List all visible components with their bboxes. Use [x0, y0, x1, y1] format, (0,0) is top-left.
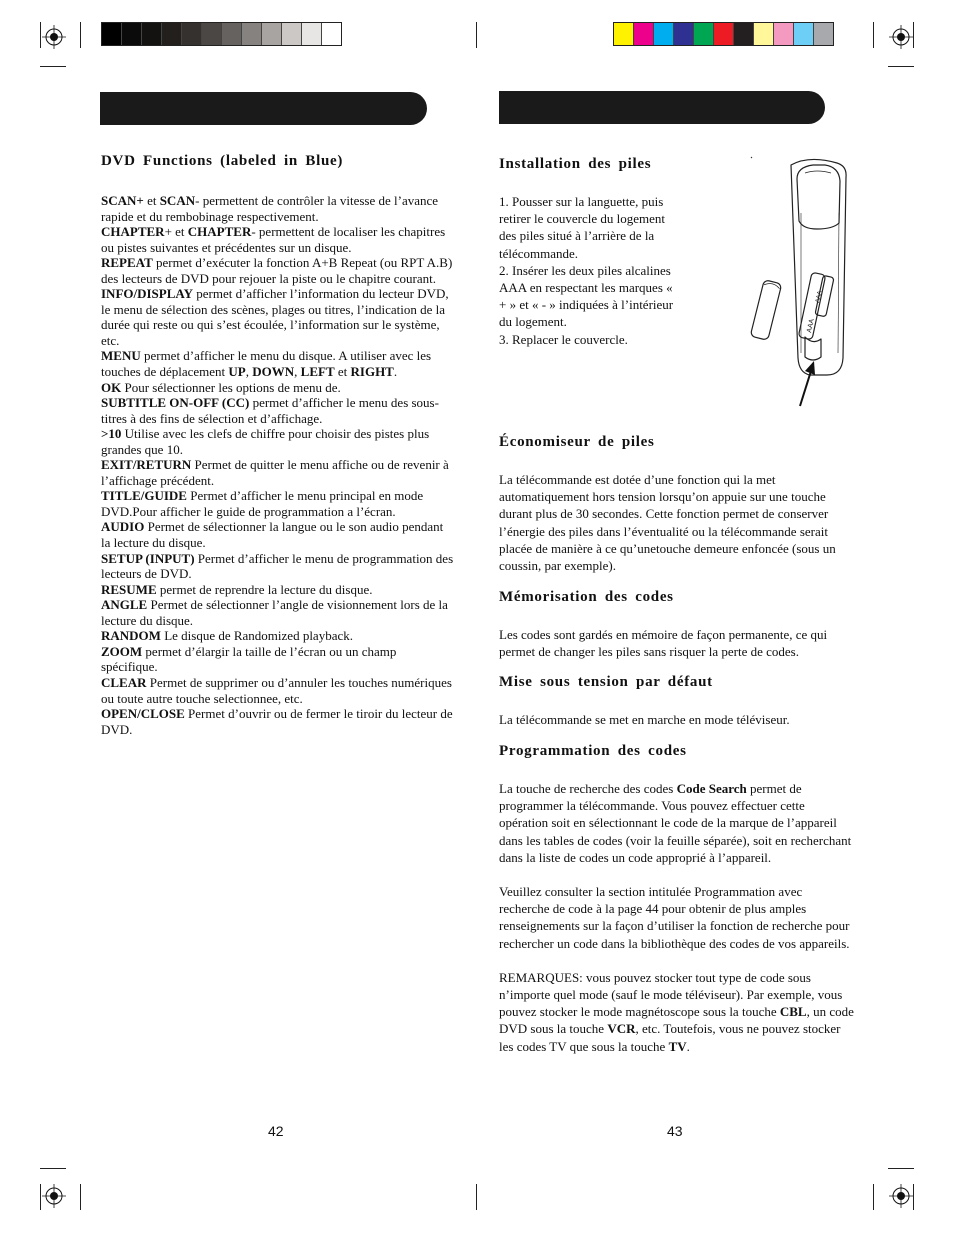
bold-term: ANGLE: [101, 597, 148, 613]
bold-term: DOWN: [252, 364, 295, 380]
default-power-text: La télécommande se met en marche en mode téléviseur.: [499, 712, 790, 727]
color-swatch: [102, 23, 121, 45]
bold-term: TITLE/GUIDE: [101, 488, 187, 504]
install-line: du logement.: [499, 314, 567, 330]
dvd-function-item: ANGLE Permet de sélectionner l’angle de visionnement lors de la lecture du disque.: [101, 597, 448, 628]
dvd-function-item: ZOOM permet d’élargir la taille de l’écran ou un champ spécifique.: [101, 643, 397, 675]
color-swatch: [673, 23, 693, 45]
bold-term: UP: [228, 364, 246, 380]
bold-term: CLEAR: [101, 674, 147, 690]
bold-term: MENU: [101, 348, 141, 364]
left-header-bar: [100, 92, 427, 125]
dvd-function-item: OPEN/CLOSE Permet d’ouvrir ou de fermer le tiroir du lecteur de DVD.: [101, 706, 453, 737]
crop-mark: [913, 22, 914, 48]
bold-term: RIGHT: [350, 364, 394, 380]
dvd-function-item: REPEAT permet d’exécuter la fonction A+B Repeat (ou RPT A.B) des lecteurs de DVD pour rejouer la piste ou le chapitre courant.: [101, 255, 453, 286]
bold-term: OPEN/CLOSE: [101, 706, 185, 722]
color-swatch: [201, 23, 221, 45]
bold-term: SETUP (INPUT): [101, 550, 195, 566]
color-swatch: [261, 23, 281, 45]
crop-mark: [913, 1184, 914, 1210]
dvd-function-item: OK Pour sélectionner les options de menu de.: [101, 379, 341, 395]
registration-target-icon: [42, 25, 66, 49]
battery-saver-heading: Économiseur de piles: [499, 434, 655, 450]
battery-label: AAA: [815, 290, 824, 304]
install-line: télécommande.: [499, 245, 579, 261]
color-swatch: [614, 23, 633, 45]
color-swatch: [241, 23, 261, 45]
dvd-function-item: SUBTITLE ON-OFF (CC) permet d’afficher le menu des sous-titres à des fins de sélection et d’affichage.: [101, 395, 439, 426]
code-memory-section: [499, 589, 855, 660]
crop-mark: [476, 22, 477, 48]
dvd-function-item: >10 Utilise avec les clefs de chiffre pour choisir des pistes plus grandes que 10.: [101, 426, 430, 457]
install-heading: Installation des piles: [499, 156, 652, 172]
color-swatch: [121, 23, 141, 45]
bold-term: SCAN+: [101, 193, 144, 208]
install-line: des piles situé à l’arrière de la: [499, 228, 655, 244]
code-programming-section: [499, 743, 855, 1055]
crop-mark: [476, 1184, 477, 1210]
bold-term: CBL: [779, 1004, 807, 1020]
color-swatch: [141, 23, 161, 45]
code-programming-paragraph: La touche de recherche des codes Code Search permet de programmer la télécommande. Vous pouvez effectuer cette opération soit en sélectionnant le code de la marque de l’appareil dans les tables de codes (voir la feuille séparée), soit en recherchant dans la liste de codes un code approprié à l’appareil.: [499, 781, 852, 865]
bold-term: SUBTITLE ON-OFF (CC): [101, 395, 250, 411]
bold-term: INFO/DISPLAY: [101, 286, 193, 302]
color-swatch: [181, 23, 201, 45]
default-power-heading: Mise sous tension par défaut: [499, 674, 713, 690]
bold-term: EXIT/RETURN: [101, 457, 192, 473]
dvd-function-item: SETUP (INPUT) Permet d’afficher le menu de programmation des lecteurs de DVD.: [101, 550, 454, 582]
install-line: retirer le couvercle du logement: [499, 211, 666, 227]
dvd-function-item: EXIT/RETURN Permet de quitter le menu affiche ou de revenir à l’affichage précédent.: [101, 457, 449, 488]
code-memory-text: Les codes sont gardés en mémoire de façon permanente, ce qui permet de changer les piles sans risquer la perte de codes.: [499, 627, 828, 660]
registration-target-icon: [889, 1184, 913, 1208]
color-swatch: [321, 23, 341, 45]
dvd-functions-column: [101, 153, 454, 737]
crop-mark: [873, 1184, 874, 1210]
bold-term: REPEAT: [101, 255, 153, 271]
install-line: AAA en respectant les marques «: [499, 280, 673, 296]
right-header-bar: [499, 91, 825, 124]
install-line: + » et « - » indiquées à l’intérieur: [499, 297, 674, 313]
bold-term: TV: [668, 1038, 687, 1054]
code-programming-heading: Programmation des codes: [499, 743, 687, 759]
bold-term: VCR: [607, 1021, 636, 1037]
color-swatch: [773, 23, 793, 45]
color-swatch: [653, 23, 673, 45]
install-instructions: [499, 193, 714, 348]
color-swatch: [633, 23, 653, 45]
battery-label: AAA: [806, 318, 816, 334]
dvd-function-item: CLEAR Permet de supprimer ou d’annuler les touches numériques ou toute autre touche selectionnee, etc.: [101, 674, 452, 706]
code-memory-heading: Mémorisation des codes: [499, 589, 674, 605]
battery-saver-text: La télécommande est dotée d’une fonction qui la met automatiquement hors tension lorsqu’on appuie sur une touche durant plus de 30 secondes. Cette fonction permet de conserver l’énergie des piles dans l’éventualité ou la télécommande serait placée de manière à ce qu’unetouche demeure enfoncée (sous un coussin, par exemple).: [499, 472, 836, 574]
dvd-function-item: INFO/DISPLAY permet d’afficher l’information du lecteur DVD, le menu de sélection des scènes, plages ou titres, l’indication de la durée qui reste ou qui s’est écoulée, l’information sur le système, etc.: [101, 286, 449, 348]
bold-term: Code Search: [676, 781, 747, 796]
battery-saver-section: [499, 434, 855, 574]
code-programming-notes: REMARQUES: vous pouvez stocker tout type de code sous n’importe quel mode (sauf le mode téléviseur). Par exemple, vous pouvez stocker le mode magnétoscope sous la touche CBL, un code DVD sous la touche VCR, etc. Toutefois, vous ne pouvez stocker les codes TV que sous la touche TV.: [499, 969, 854, 1054]
bold-term: LEFT: [300, 364, 335, 380]
dvd-functions-heading: DVD Functions (labeled in Blue): [101, 153, 344, 169]
bold-term: CHAPTER: [187, 224, 252, 240]
dvd-function-item: CHAPTER+ et CHAPTER- permettent de localiser les chapitres ou pistes suivantes et précédentes sur un disque.: [101, 224, 446, 255]
bold-term: OK: [101, 379, 122, 395]
color-swatch: [301, 23, 321, 45]
color-swatch: [713, 23, 733, 45]
grayscale-color-bar: [101, 22, 342, 46]
crop-mark: [40, 1184, 41, 1210]
color-swatch: [281, 23, 301, 45]
default-power-section: [499, 674, 855, 728]
crop-mark: [888, 66, 914, 67]
remote-battery-illustration: [745, 153, 860, 413]
color-swatch: [793, 23, 813, 45]
color-swatch: [161, 23, 181, 45]
process-color-bar: [613, 22, 834, 46]
registration-target-icon: [42, 1184, 66, 1208]
code-programming-text: [499, 780, 855, 1055]
dvd-function-item: RESUME permet de reprendre la lecture du disque.: [101, 581, 373, 597]
dvd-functions-list: [101, 193, 454, 737]
dvd-function-item: AUDIO Permet de sélectionner la langue ou le son audio pendant la lecture du disque.: [101, 519, 444, 551]
install-line: 1. Pousser sur la languette, puis: [499, 194, 664, 209]
color-swatch: [813, 23, 833, 45]
bold-term: CHAPTER: [101, 224, 165, 240]
bold-term: RANDOM: [101, 628, 161, 644]
crop-mark: [80, 22, 81, 48]
color-swatch: [221, 23, 241, 45]
bold-term: ZOOM: [101, 643, 143, 659]
install-line: 3. Replacer le couvercle.: [499, 331, 628, 347]
bold-term: AUDIO: [101, 519, 145, 535]
dvd-function-item: TITLE/GUIDE Permet d’afficher le menu principal en mode DVD.Pour afficher le guide de programmation a l’écran.: [101, 488, 424, 519]
color-swatch: [693, 23, 713, 45]
bold-term: >10: [101, 426, 122, 442]
crop-mark: [888, 1168, 914, 1169]
crop-mark: [80, 1184, 81, 1210]
registration-target-icon: [889, 25, 913, 49]
crop-mark: [40, 66, 66, 67]
crop-mark: [873, 22, 874, 48]
bold-term: RESUME: [101, 581, 157, 597]
bold-term: SCAN: [159, 193, 196, 208]
page-number-right: 43: [667, 1123, 683, 1139]
page-number-left: 42: [268, 1123, 284, 1139]
dvd-function-item: SCAN+ et SCAN- permettent de contrôler la vitesse de l’avance rapide et du rembobinage respectivement.: [101, 193, 439, 224]
code-programming-paragraph: Veuillez consulter la section intitulée Programmation avec recherche de code à la page 44 pour obtenir de plus amples renseignements sur la façon d’utiliser la fonction de recherche pour rechercher un code dans la bibliothèque des codes de vos appareils.: [499, 884, 850, 951]
dvd-function-item: RANDOM Le disque de Randomized playback.: [101, 628, 353, 644]
install-line: 2. Insérer les deux piles alcalines: [499, 262, 671, 278]
dvd-function-item: MENU permet d’afficher le menu du disque. A utiliser avec les touches de déplacement UP, DOWN, LEFT et RIGHT.: [101, 348, 432, 380]
color-swatch: [753, 23, 773, 45]
color-swatch: [733, 23, 753, 45]
crop-mark: [40, 1168, 66, 1169]
crop-mark: [40, 22, 41, 48]
